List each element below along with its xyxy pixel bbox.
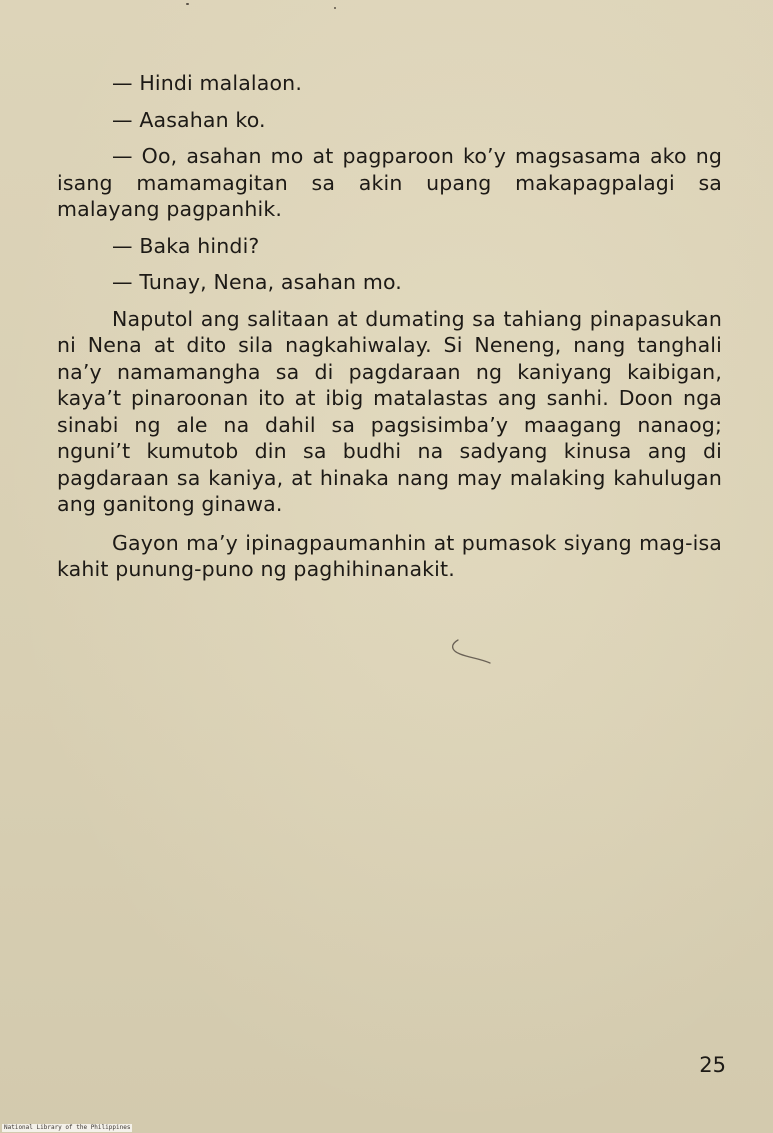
- dialogue-line: — Baka hindi?: [112, 233, 260, 258]
- page-number: 25: [699, 1053, 726, 1077]
- dialogue-line: — Aasahan ko.: [112, 107, 266, 132]
- pencil-mark-icon: [448, 636, 496, 666]
- page-text: [57, 70, 722, 595]
- body-paragraph: Naputol ang salitaan at dumating sa tahiang pinapasukan ni Nena at dito sila nagkahiwalay. Si Neneng, nang tanghali na’y namamangha sa di pagdaraan ng kaniyang kaibigan, kaya’t pinaroonan ito at ibig matalastas ang sanhi. Doon nga sinabi ng ale na dahil sa pagsisimba’y maagang nanaog; nguni’t kumutob din sa budhi na sadyang kinusa ang di pagdaraan sa kaniya, at hinaka nang may malaking kahulugan ang ganitong ginawa.: [57, 306, 722, 516]
- ink-speck: [334, 7, 336, 9]
- dialogue-line: — Tunay, Nena, asahan mo.: [112, 270, 402, 294]
- body-paragraph: Gayon ma’y ipinagpaumanhin at pumasok siyang mag-isa kahit punung-puno ng paghihinanakit.: [57, 530, 722, 581]
- dialogue-line: — Oo, asahan mo at pagparoon ko’y magsasama ako ng isang mamamagitan sa akin upang makapagpalagi sa malayang pagpanhik.: [57, 144, 722, 221]
- dialogue-line: — Hindi malalaon.: [112, 71, 302, 95]
- ink-speck: [186, 3, 189, 5]
- footer-credit: National Library of the Philippines: [4, 1124, 131, 1131]
